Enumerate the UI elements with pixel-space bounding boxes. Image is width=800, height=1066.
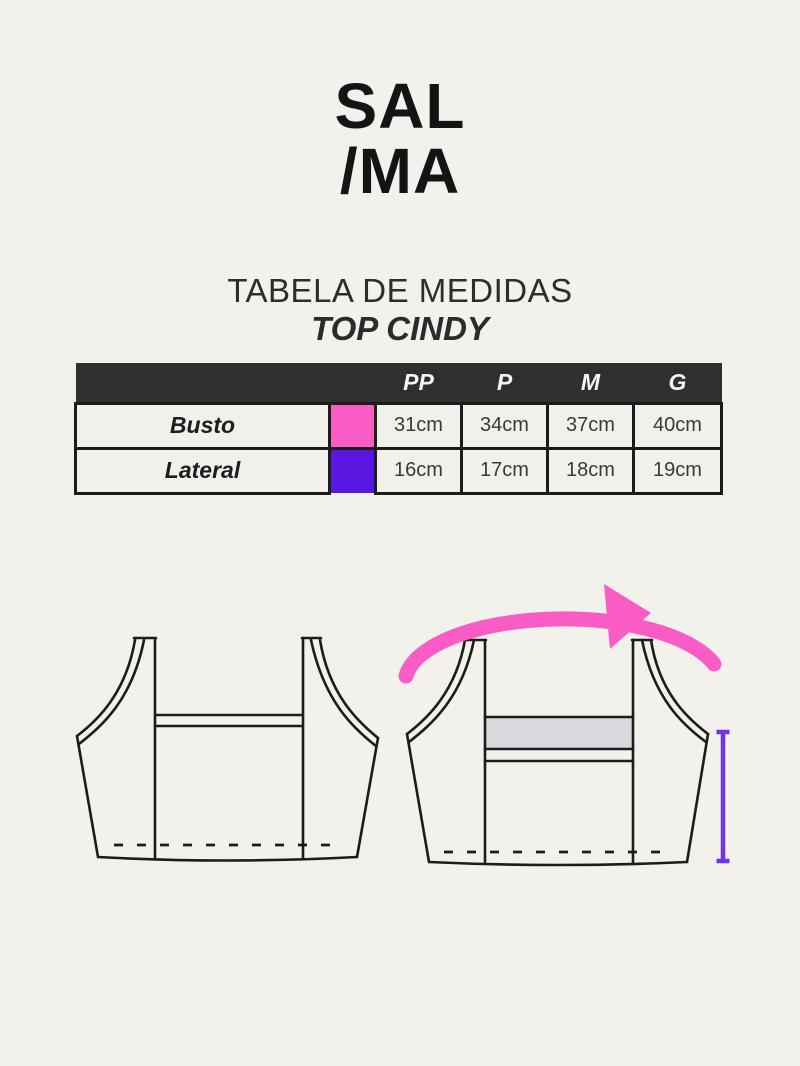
size-col-header-m: M — [548, 363, 634, 403]
busto-color-swatch — [330, 403, 376, 448]
lateral-measure-line-icon — [717, 732, 730, 861]
lateral-color-swatch — [330, 448, 376, 493]
table-row-busto — [76, 403, 722, 448]
lateral-row-label: Lateral — [76, 448, 330, 493]
measurement-cell: 40cm — [634, 403, 722, 448]
size-table — [74, 363, 723, 495]
product-subtitle: TOP CINDY — [311, 310, 489, 347]
measurement-cell: 16cm — [376, 448, 462, 493]
busto-row-label: Busto — [76, 403, 330, 448]
bust-band-highlight — [486, 718, 632, 748]
brand-line-1: SAL — [334, 70, 466, 142]
size-col-header-pp: PP — [376, 363, 462, 403]
top-front-flat-diagram — [68, 628, 388, 868]
size-table-header-row — [76, 363, 722, 403]
brand-logo — [0, 70, 800, 207]
empty-header-cell — [76, 363, 330, 403]
size-col-header-p: P — [462, 363, 548, 403]
size-col-header-g: G — [634, 363, 722, 403]
measurement-cell: 19cm — [634, 448, 722, 493]
page-title: TABELA DE MEDIDAS — [227, 272, 573, 309]
measurement-cell: 31cm — [376, 403, 462, 448]
bust-circumference-arrow-icon — [406, 584, 714, 676]
brand-line-2: /MA — [339, 135, 461, 207]
measurement-cell: 34cm — [462, 403, 548, 448]
measurement-cell: 37cm — [548, 403, 634, 448]
top-measurement-diagram — [393, 578, 738, 873]
measurement-cell: 18cm — [548, 448, 634, 493]
measurement-cell: 17cm — [462, 448, 548, 493]
empty-header-cell — [330, 363, 376, 403]
table-row-lateral — [76, 448, 722, 493]
